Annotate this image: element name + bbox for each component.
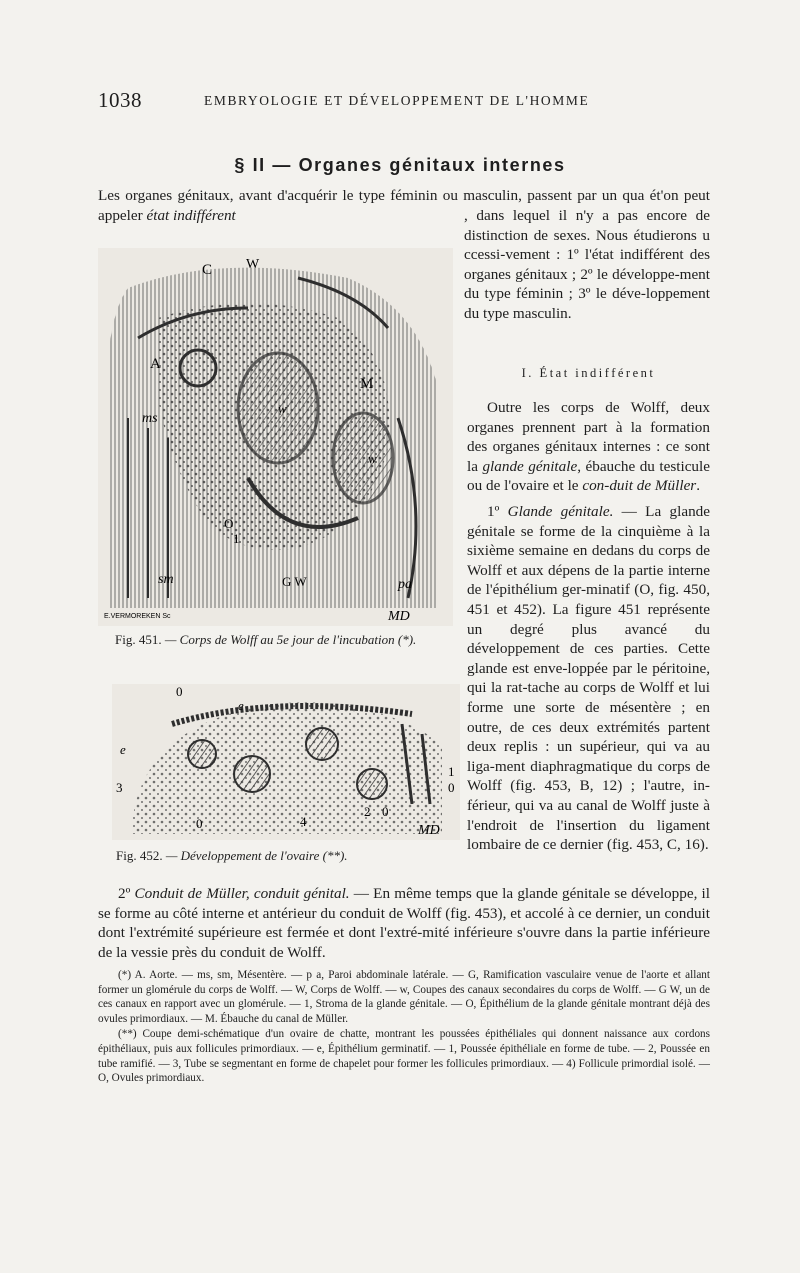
para1-text-c: . xyxy=(696,477,701,495)
section-title: § II — Organes génitaux internes xyxy=(234,155,566,175)
figure-452-caption xyxy=(116,848,461,864)
intro-term: état indifférent xyxy=(146,206,236,224)
fig451-label-sm: sm xyxy=(158,572,174,587)
fig451-label-w2: w xyxy=(368,451,377,466)
intro-text-a: Les organes génitaux, avant d'acquérir le type féminin ou masculin, passent par un qua ét'on peut appeler xyxy=(98,187,710,224)
paragraph-glande xyxy=(467,502,710,855)
fig452-caption-text: — Développement de l'ovaire (**). xyxy=(165,848,348,863)
fig452-label-2: 2 xyxy=(364,804,371,819)
figure-451 xyxy=(98,248,453,626)
paragraph-muller xyxy=(98,884,710,962)
para2-lead: 1º xyxy=(487,503,508,520)
fig452-label-1: 1 xyxy=(448,764,455,779)
page-number: 1038 xyxy=(98,88,142,112)
fig452-label-o-mid: 0 xyxy=(382,804,389,819)
para2-text: — La glande génitale se forme de la cinquième à la sixième semaine en dedans du corps de Wolff et aux dépens de la partie interne de l'épithélium ger-minatif (O, fig. 450, 451 et 452). La figure 451 représente un degré plus avancé du développement de ces parties. Cette glande est enve-loppée par le péritoine, qui la rat-tache au corps de Wolff et lui forme une sorte de mésentère ; en outre, de ces deux extrémités partent deux replis : un supérieur, qui va au liga-ment diaphragmatique du corps de Wolff (fig. 453, B, 12) ; l'autre, in-férieur, qui va au canal de Wolff juste à l'endroit de l'insertion du ligament lombaire de ce dernier (fig. 453, C, 16). xyxy=(467,503,710,854)
fig451-label-gw: G W xyxy=(282,574,307,589)
fig451-label-m: M xyxy=(360,376,374,392)
fig451-caption-num: Fig. 451. xyxy=(115,632,162,647)
subsection-heading: I. État indifférent xyxy=(521,366,656,380)
fig451-monogram: MD xyxy=(388,609,410,624)
para3-lead: 2º xyxy=(118,885,135,902)
figure-451-illustration xyxy=(98,248,453,626)
fig451-label-w1: w xyxy=(278,401,287,416)
fig451-label-c: C xyxy=(202,262,213,278)
fig452-label-4: 4 xyxy=(300,814,307,829)
para1-term-a: glande génitale xyxy=(482,457,578,475)
figure-452-illustration xyxy=(112,684,460,840)
fig452-monogram: MD xyxy=(418,823,440,838)
fig451-label-a: A xyxy=(150,356,161,372)
intro-text-b: , dans lequel il n'y a pas encore de distinction de sexes. Nous étudierons u ccessi-vement : 1º l'état indifférent des organes génitaux ; 2º le développe-ment du type féminin ; 3º le déve-loppement du type masculin. xyxy=(464,207,710,322)
para1-text-b: , ébauche du testicule ou de l'ovaire et le xyxy=(467,457,710,495)
para3-term: Conduit de Müller, conduit génital. xyxy=(134,885,350,902)
fig452-label-o-right: 0 xyxy=(448,780,455,795)
para2-term: Glande génitale. xyxy=(507,503,614,520)
running-head: EMBRYOLOGIE ET DÉVELOPPEMENT DE L'HOMME xyxy=(204,93,590,108)
para1-term-b: con-duit de Müller xyxy=(582,477,697,495)
fig452-caption-num: Fig. 452. xyxy=(116,848,163,863)
footnote-1: (*) A. Aorte. — ms, sm, Mésentère. — p a, Paroi abdominale latérale. — G, Ramification vasculaire venue de l'aorte et allant former un glomérule du corps de Wolff. — W, Corps de Wolff. — w, Coupes des canaux secondaires du corps de Wolff. — G W, un de ces canaux en rapport avec un glomérule. — 1, Stroma de la glande génitale. — O, Épithélium de la glande génitale montrant déjà des ovules primordiaux. — M. Ébauche du canal de Müller. xyxy=(98,969,710,1025)
para1-text-a: Outre les corps de Wolff, deux organes prennent part à la formation des organes génitaux internes : ce sont la xyxy=(467,399,710,475)
paragraph-wolff xyxy=(467,398,710,496)
figure-452 xyxy=(112,684,460,840)
fig451-label-w: W xyxy=(246,257,260,272)
fig451-label-pa: pa xyxy=(398,577,412,592)
fig451-label-ms: ms xyxy=(142,411,158,426)
fig451-caption-text: — Corps de Wolff au 5e jour de l'incubation (*). xyxy=(164,632,417,647)
fig452-label-e-top: e xyxy=(238,698,244,713)
footnotes xyxy=(98,968,710,1087)
fig451-label-o: O xyxy=(224,516,234,531)
fig451-label-1: 1 xyxy=(233,531,240,546)
fig452-label-o-top: 0 xyxy=(176,684,183,699)
fig452-label-e-left: e xyxy=(120,742,126,757)
fig451-signature: E.VERMOREKEN Sc xyxy=(104,613,171,620)
fig452-label-3: 3 xyxy=(116,780,123,795)
figure-451-caption xyxy=(115,632,460,648)
para3-text: — En même temps que la glande génitale se développe, il se forme au côté interne et antérieur du conduit de Wolff (fig. 453), et accolé à ce dernier, un conduit dont l'extrémité supérieure est fermée et dont l'extré-mité inférieure s'ouvre dans la partie inférieure de la vessie près du conduit de Wolff. xyxy=(98,885,711,961)
fig452-label-o-bottom: 0 xyxy=(196,816,203,831)
footnote-2: (**) Coupe demi-schématique d'un ovaire de chatte, montrant les poussées épithéliales qui donnent naissance aux cordons épithéliaux, puis aux follicules primordiaux. — e, Épithélium germinatif. — 1, Poussée épithéliale en forme de tube. — 2, Poussée en tube ramifié. — 3, Tube se segmentant en forme de chapelet pour former les follicules primordiaux. — 4) Follicule primordial isolé. — O, Ovules primordiaux. xyxy=(98,1028,710,1085)
